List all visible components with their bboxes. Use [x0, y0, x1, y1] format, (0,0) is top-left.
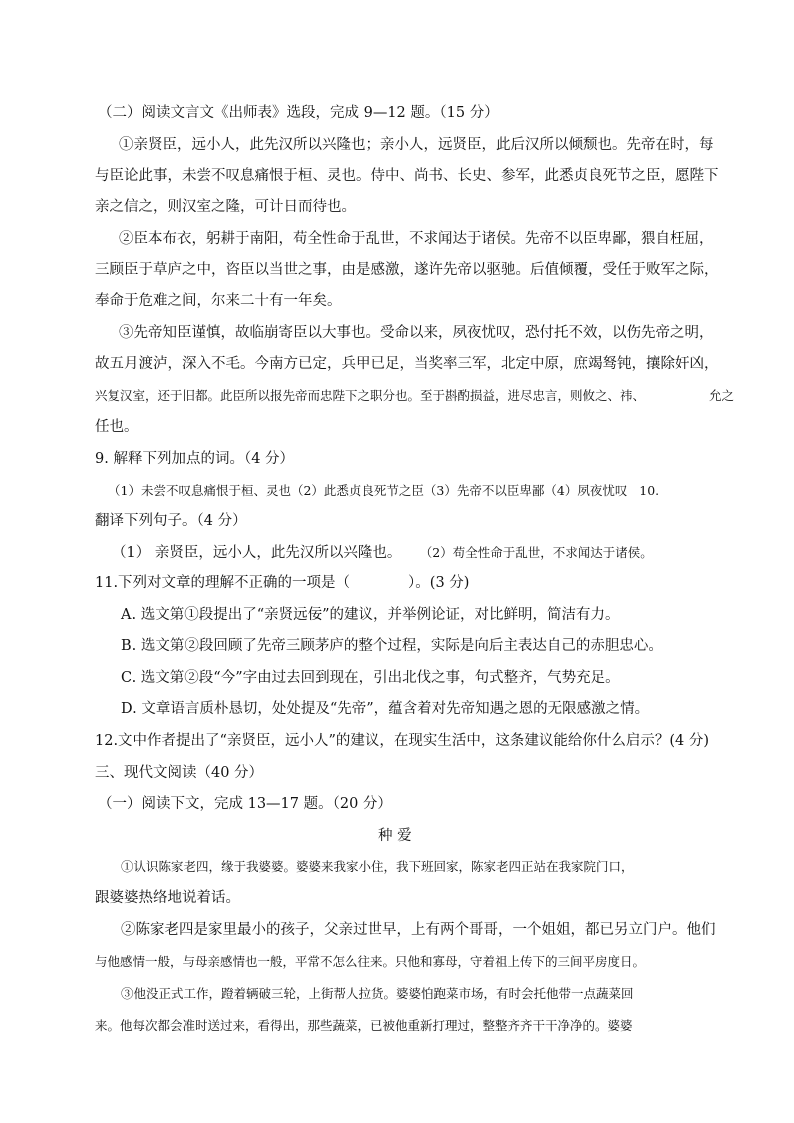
article-title: 种 爱 — [378, 828, 412, 844]
passage-p2-line2: 三顾臣于草庐之中，咨臣以当世之事，由是感激，遂许先帝以驱驰。后值倾覆，受任于败军之际， — [95, 262, 719, 278]
passage-p3-line1: ③先帝知臣谨慎，故临崩寄臣以大事也。受命以来，夙夜忧叹，恐付托不效，以伤先帝之明， — [119, 325, 714, 341]
article-p2-line1: ②陈家老四是家里最小的孩子，父亲过世早，上有两个哥哥，一个姐姐，都已另立门户。他们 — [121, 922, 716, 938]
question-10-items — [112, 543, 653, 563]
passage-p3-line3 — [95, 386, 734, 406]
article-p1-line1: ①认识陈家老四，缘于我婆婆。婆婆来我家小住，我下班回家，陈家老四正站在我家院门口， — [121, 859, 634, 874]
passage-p3-line2: 故五月渡泸，深入不毛。今南方已定，兵甲已足，当奖率三军，北定中原，庶竭驽钝，攘除奸凶， — [95, 356, 719, 372]
passage-p2-line1: ②臣本布衣，躬耕于南阳，苟全性命于乱世，不求闻达于诸侯。先帝不以臣卑鄙，猥自枉屈， — [119, 231, 714, 247]
question-9-terms: （1）未尝不叹息痛恨于桓、灵也（2）此悉贞良死节之臣（3）先帝不以臣卑鄙（4）夙夜忧叹 — [108, 483, 628, 498]
passage-p3-line4: 任也。 — [95, 419, 139, 435]
passage-p3-line3-end: 允之 — [709, 388, 735, 403]
question-10-item-1: （1） 亲贤臣，远小人，此先汉所以兴隆也。 — [112, 545, 402, 561]
passage-p1-line3: 亲之信之，则汉室之隆，可计日而待也。 — [95, 199, 356, 215]
passage-p3-line3-text: 兴复汉室，还于旧都。此臣所以报先帝而忠陛下之职分也。至于斟酌损益，进尽忠言，则攸之、祎、 — [95, 388, 646, 403]
question-12: 12.文中作者提出了“亲贤臣，远小人”的建议，在现实生活中，这条建议能给你什么启示？(4 分) — [95, 733, 710, 749]
article-p2-line2: 与他感情一般，与母亲感情也一般，平常不怎么往来。只他和寡母，守着祖上传下的三间平房度日。 — [95, 954, 646, 969]
section3-heading: 三、现代文阅读（40 分） — [95, 765, 264, 781]
passage-p1-line2: 与臣论此事，未尝不叹息痛恨于桓、灵也。侍中、尚书、长史、参军，此悉贞良死节之臣，愿陛下 — [95, 168, 719, 184]
article-p3-line2: 来。他每次都会准时送过来，看得出，那些蔬菜，已被他重新打理过，整整齐齐干干净净的。婆婆 — [95, 1018, 633, 1033]
question-10: 翻译下列句子。（4 分） — [95, 513, 247, 529]
passage-p2-line3: 奉命于危难之间，尔来二十有一年矣。 — [95, 293, 342, 309]
question-11: 11.下列对文章的理解不正确的一项是（ ）。(3 分) — [95, 575, 470, 591]
question-11-option-d: D. 文章语言质朴恳切，处处提及“先帝”，蕴含着对先帝知遇之恩的无限感激之情。 — [121, 701, 650, 717]
question-9: 9. 解释下列加点的词。（4 分） — [95, 451, 295, 467]
section2-heading: （二）阅读文言文《出师表》选段，完成 9—12 题。（15 分） — [98, 105, 499, 121]
question-11-option-b: B. 选文第②段回顾了先帝三顾茅庐的整个过程，实际是向后主表达自己的赤胆忠心。 — [121, 638, 663, 654]
question-10-item-2: （2）苟全性命于乱世，不求闻达于诸侯。 — [419, 545, 653, 560]
question-11-option-a: A. 选文第①段提出了“亲贤远佞”的建议，并举例论证，对比鲜明，简洁有力。 — [121, 607, 620, 623]
question-9-items — [108, 481, 659, 501]
question-10-number: 10. — [639, 483, 660, 498]
section3-sub1: （一）阅读下文，完成 13—17 题。（20 分） — [98, 796, 392, 812]
article-p1-line2: 跟婆婆热络地说着话。 — [95, 890, 240, 906]
passage-p1-line1: ①亲贤臣，远小人，此先汉所以兴隆也；亲小人，远贤臣，此后汉所以倾颓也。先帝在时，每 — [119, 137, 714, 153]
article-p3-line1: ③他没正式工作，蹬着辆破三轮，上街帮人拉货。婆婆怕跑菜市场，有时会托他带一点蔬菜回 — [121, 986, 634, 1001]
question-11-option-c: C. 选文第②段“今”字由过去回到现在，引出北伐之事，句式整齐，气势充足。 — [121, 670, 620, 686]
